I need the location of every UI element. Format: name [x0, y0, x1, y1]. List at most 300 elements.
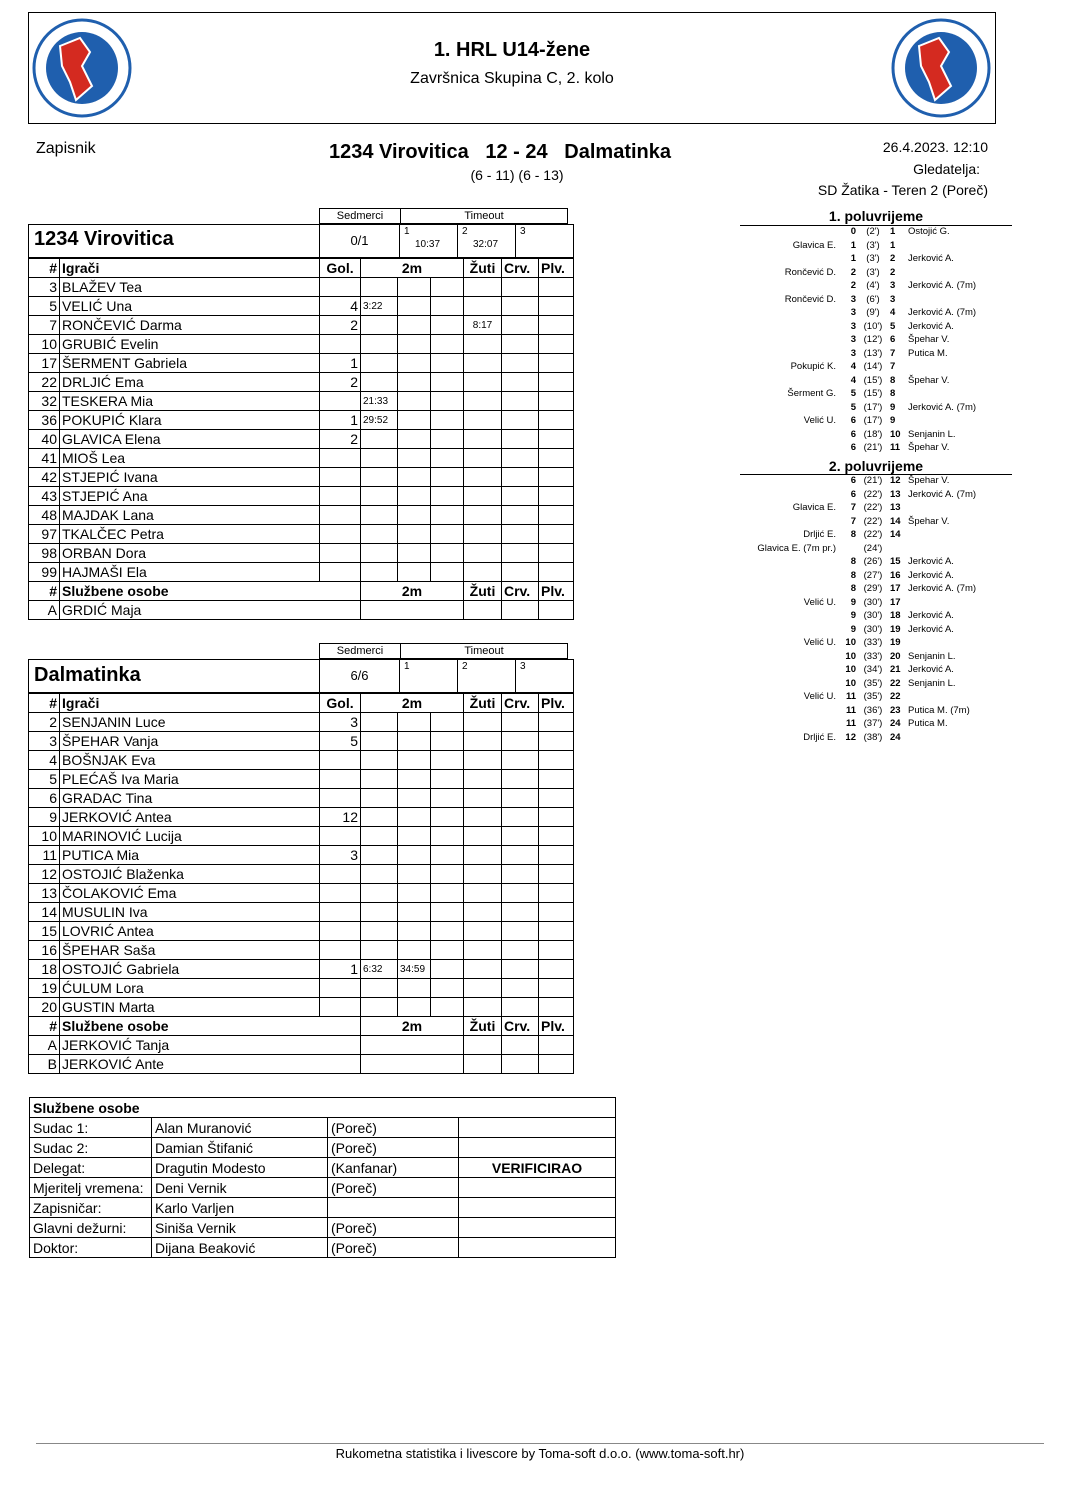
- player-row: [29, 335, 574, 354]
- player-name: ĆULUM Lora: [60, 979, 320, 998]
- col-players: Igrači: [60, 259, 320, 278]
- player-yellow: [464, 960, 502, 979]
- player-row: [29, 278, 574, 297]
- home-scorer: [738, 717, 842, 731]
- away-scorer: Putica M.: [908, 718, 948, 729]
- player-2min-1: [361, 563, 398, 582]
- away-score: 12: [890, 475, 901, 486]
- away-score: [890, 542, 904, 556]
- col-hash: #: [29, 1017, 60, 1036]
- player-blue: [539, 354, 574, 373]
- player-goals: 1: [320, 411, 361, 430]
- home-score: 8: [850, 556, 856, 567]
- player-red: [502, 563, 539, 582]
- away-scorer: Ostojić G.: [908, 226, 950, 237]
- away-scorer: Jerković A.: [908, 664, 954, 675]
- player-2min-3: [431, 297, 464, 316]
- home-scorer: Velić U.: [803, 691, 836, 702]
- away-to2-label: 2: [462, 661, 468, 672]
- home-scorer: Glavica E.: [792, 239, 836, 251]
- home-scorer: [738, 609, 842, 623]
- player-blue: [539, 563, 574, 582]
- player-red: [502, 922, 539, 941]
- player-2min-1: [361, 922, 398, 941]
- footer-credit: Rukometna statistika i livescore by Toma-soft d.o.o. (www.toma-soft.hr): [335, 1446, 745, 1461]
- event-row: [738, 320, 976, 334]
- home-score: 4: [850, 361, 856, 372]
- event-minute: (22'): [863, 488, 883, 500]
- official-person: Siniša Vernik: [152, 1218, 328, 1238]
- player-2min-2: [398, 979, 431, 998]
- official-entry: [30, 1218, 616, 1238]
- official-city: (Poreč): [328, 1138, 459, 1158]
- player-2min-1: [361, 278, 398, 297]
- official-2min: [361, 1036, 464, 1055]
- player-yellow: [464, 732, 502, 751]
- player-number: 11: [29, 846, 60, 865]
- player-row: [29, 922, 574, 941]
- player-blue: [539, 411, 574, 430]
- home-score: 6: [850, 442, 856, 453]
- event-row: [738, 252, 976, 266]
- player-2min-1: [361, 770, 398, 789]
- player-goals: 12: [320, 808, 361, 827]
- away-scorer: Jerković A. (7m): [908, 307, 977, 318]
- player-2min-2: 34:59: [398, 960, 431, 979]
- home-scorer: Pokupić K.: [790, 361, 836, 372]
- player-number: 41: [29, 449, 60, 468]
- away-score: 5: [890, 320, 896, 332]
- player-number: 43: [29, 487, 60, 506]
- player-2min-2: [398, 487, 431, 506]
- event-row: [738, 239, 976, 253]
- event-row: [738, 717, 976, 731]
- player-2min-2: [398, 278, 431, 297]
- official-letter: A: [29, 601, 60, 620]
- player-goals: [320, 865, 361, 884]
- away-score: 11: [890, 442, 901, 453]
- away-scorer: [904, 528, 908, 542]
- player-number: 20: [29, 998, 60, 1017]
- player-2min-3: [431, 354, 464, 373]
- player-yellow: [464, 865, 502, 884]
- player-blue: [539, 865, 574, 884]
- home-score: 10: [845, 677, 856, 689]
- event-minute: (21'): [863, 475, 883, 486]
- player-blue: [539, 979, 574, 998]
- second-half-title: 2. poluvrijeme: [828, 458, 924, 474]
- event-row: [738, 569, 976, 583]
- official-person: Karlo Varljen: [152, 1198, 328, 1218]
- player-red: [502, 316, 539, 335]
- player-row: [29, 525, 574, 544]
- away-scorer: [904, 731, 908, 745]
- player-red: [502, 751, 539, 770]
- home-scorer: [738, 582, 842, 596]
- event-row: [738, 542, 976, 556]
- home-roster-table: [28, 258, 574, 620]
- official-role: Sudac 1:: [30, 1118, 152, 1138]
- player-red: [502, 789, 539, 808]
- away-scorer: Špehar V.: [908, 442, 950, 453]
- col-red: Crv.: [502, 1017, 539, 1036]
- player-name: TKALČEC Petra: [60, 525, 320, 544]
- player-number: 32: [29, 392, 60, 411]
- official-row: [29, 1055, 574, 1074]
- away-scorer: Senjanin L.: [908, 428, 956, 440]
- player-2min-2: [398, 865, 431, 884]
- player-number: 4: [29, 751, 60, 770]
- player-goals: [320, 770, 361, 789]
- away-roster-table: [28, 693, 574, 1074]
- player-row: [29, 941, 574, 960]
- event-row: [738, 609, 976, 623]
- player-yellow: [464, 392, 502, 411]
- home-score: 3: [850, 347, 856, 359]
- player-2min-1: 3:22: [361, 297, 398, 316]
- player-row: [29, 884, 574, 903]
- away-score: 17: [890, 583, 901, 594]
- away-scorer: Jerković A.: [908, 623, 954, 635]
- player-2min-2: [398, 922, 431, 941]
- player-2min-1: [361, 827, 398, 846]
- player-2min-3: [431, 884, 464, 903]
- home-score: [842, 542, 856, 556]
- player-2min-1: 6:32: [361, 960, 398, 979]
- sedmerci-label: Sedmerci: [320, 209, 401, 224]
- player-2min-1: [361, 506, 398, 525]
- player-goals: [320, 789, 361, 808]
- col-2min: 2m: [361, 1017, 464, 1036]
- player-name: GRUBIĆ Evelin: [60, 335, 320, 354]
- player-number: 2: [29, 713, 60, 732]
- home-scorer: [738, 488, 842, 502]
- event-minute: (34'): [863, 664, 883, 675]
- player-number: 18: [29, 960, 60, 979]
- event-row: [738, 293, 976, 307]
- event-row: [738, 225, 976, 239]
- home-score: 1: [850, 253, 856, 264]
- official-row: [29, 601, 574, 620]
- player-blue: [539, 713, 574, 732]
- player-2min-1: [361, 808, 398, 827]
- player-goals: [320, 979, 361, 998]
- home-score: 2: [850, 280, 856, 291]
- player-row: [29, 960, 574, 979]
- player-yellow: [464, 789, 502, 808]
- official-yellow: [464, 601, 502, 620]
- event-row: [738, 582, 976, 596]
- timeout-label: Timeout: [401, 209, 568, 224]
- official-role: Delegat:: [30, 1158, 152, 1178]
- officials-header: [29, 582, 574, 601]
- official-person: Dijana Beaković: [152, 1238, 328, 1258]
- player-yellow: [464, 751, 502, 770]
- col-blue: Plv.: [539, 694, 574, 713]
- player-blue: [539, 430, 574, 449]
- event-minute: (37'): [863, 718, 883, 729]
- officials-table: [29, 1097, 616, 1258]
- player-row: [29, 468, 574, 487]
- official-name: JERKOVIĆ Tanja: [60, 1036, 361, 1055]
- player-2min-3: [431, 827, 464, 846]
- home-score: 8: [850, 583, 856, 594]
- official-entry: [30, 1198, 616, 1218]
- away-to3-label: 3: [520, 661, 526, 672]
- event-row: [738, 374, 976, 388]
- home-scorer: [738, 428, 842, 442]
- player-goals: [320, 449, 361, 468]
- player-number: 5: [29, 297, 60, 316]
- event-row: [738, 501, 976, 515]
- player-yellow: [464, 297, 502, 316]
- event-minute: (24'): [863, 542, 883, 554]
- player-2min-2: [398, 411, 431, 430]
- player-2min-2: [398, 903, 431, 922]
- away-score: 3: [890, 280, 896, 291]
- player-yellow: [464, 903, 502, 922]
- player-2min-2: [398, 846, 431, 865]
- officials-header: [29, 1017, 574, 1036]
- player-red: [502, 392, 539, 411]
- col-goals: Gol.: [320, 259, 361, 278]
- event-row: [738, 555, 976, 569]
- player-name: ČOLAKOVIĆ Ema: [60, 884, 320, 903]
- player-2min-1: [361, 846, 398, 865]
- player-yellow: [464, 770, 502, 789]
- player-2min-2: [398, 732, 431, 751]
- home-score: 12: [845, 731, 856, 743]
- player-row: [29, 827, 574, 846]
- event-minute: (3'): [866, 239, 880, 251]
- player-number: 99: [29, 563, 60, 582]
- player-name: BLAŽEV Tea: [60, 278, 320, 297]
- player-2min-1: [361, 789, 398, 808]
- player-red: [502, 960, 539, 979]
- away-score: 14: [890, 529, 901, 540]
- player-name: GLAVICA Elena: [60, 430, 320, 449]
- player-name: ORBAN Dora: [60, 544, 320, 563]
- player-2min-2: [398, 884, 431, 903]
- event-row: [738, 414, 976, 428]
- away-score: 18: [890, 610, 901, 621]
- away-scorer: Špehar V.: [908, 374, 950, 386]
- player-row: [29, 979, 574, 998]
- home-to3-label: 3: [520, 226, 526, 237]
- home-score: 9: [850, 623, 856, 635]
- player-2min-1: [361, 335, 398, 354]
- player-2min-2: [398, 713, 431, 732]
- player-2min-2: [398, 808, 431, 827]
- event-minute: (30'): [863, 623, 883, 635]
- event-minute: (2'): [866, 226, 880, 237]
- match-datetime: 26.4.2023. 12:10: [882, 139, 988, 155]
- player-yellow: [464, 373, 502, 392]
- player-2min-2: [398, 770, 431, 789]
- home-scorer: Rončević D.: [784, 266, 836, 278]
- player-row: [29, 770, 574, 789]
- player-red: [502, 468, 539, 487]
- player-row: [29, 487, 574, 506]
- event-row: [738, 731, 976, 745]
- away-scorer: Jerković A.: [908, 320, 954, 332]
- player-2min-2: [398, 354, 431, 373]
- event-row: [738, 690, 976, 704]
- competition-title: 1. HRL U14-žene: [433, 39, 591, 61]
- event-minute: (3'): [866, 253, 880, 264]
- player-name: SENJANIN Luce: [60, 713, 320, 732]
- event-row: [738, 677, 976, 691]
- player-yellow: [464, 411, 502, 430]
- player-row: [29, 316, 574, 335]
- player-2min-3: [431, 770, 464, 789]
- player-2min-2: [398, 468, 431, 487]
- event-minute: (4'): [866, 280, 880, 291]
- player-2min-3: [431, 411, 464, 430]
- player-red: [502, 979, 539, 998]
- home-scorer: [738, 515, 842, 529]
- player-row: [29, 506, 574, 525]
- home-score: 7: [850, 502, 856, 513]
- player-number: 13: [29, 884, 60, 903]
- event-row: [738, 623, 976, 637]
- event-row: [738, 266, 976, 280]
- official-letter: B: [29, 1055, 60, 1074]
- player-2min-1: [361, 998, 398, 1017]
- away-score: 19: [890, 623, 901, 635]
- away-score: 9: [890, 401, 896, 413]
- player-name: ŠPEHAR Vanja: [60, 732, 320, 751]
- player-goals: [320, 468, 361, 487]
- home-score: 4: [850, 374, 856, 386]
- away-scorer: Jerković A. (7m): [908, 280, 977, 291]
- event-row: [738, 347, 976, 361]
- home-scorer: [738, 650, 842, 664]
- player-row: [29, 789, 574, 808]
- player-row: [29, 865, 574, 884]
- player-2min-1: [361, 544, 398, 563]
- player-blue: [539, 941, 574, 960]
- col-goals: Gol.: [320, 694, 361, 713]
- federation-logo-right: [889, 16, 993, 120]
- away-score: 13: [890, 488, 901, 500]
- player-row: [29, 297, 574, 316]
- player-2min-3: [431, 392, 464, 411]
- col-blue: Plv.: [539, 582, 574, 601]
- away-scorer: Putica M.: [908, 347, 948, 359]
- event-minute: (14'): [863, 361, 883, 372]
- player-2min-2: [398, 941, 431, 960]
- col-hash: #: [29, 694, 60, 713]
- event-minute: (6'): [866, 293, 880, 305]
- home-score: 3: [850, 293, 856, 305]
- player-red: [502, 525, 539, 544]
- col-blue: Plv.: [539, 259, 574, 278]
- official-person: Alan Muranović: [152, 1118, 328, 1138]
- player-yellow: [464, 506, 502, 525]
- col-yellow: Žuti: [464, 1017, 502, 1036]
- player-yellow: [464, 922, 502, 941]
- home-scorer: [738, 252, 842, 266]
- player-red: [502, 941, 539, 960]
- home-score: 11: [845, 704, 856, 716]
- away-score: 24: [890, 718, 901, 729]
- player-red: [502, 903, 539, 922]
- home-score: 11: [845, 718, 856, 729]
- home-scorer: [738, 347, 842, 361]
- home-team-name: 1234 Virovitica: [34, 228, 174, 250]
- player-goals: 2: [320, 430, 361, 449]
- player-2min-2: [398, 525, 431, 544]
- player-red: [502, 998, 539, 1017]
- player-row: [29, 430, 574, 449]
- player-number: 36: [29, 411, 60, 430]
- away-score: 17: [890, 596, 901, 608]
- officials-title: Službene osobe: [30, 1098, 616, 1118]
- home-scorer: [738, 401, 842, 415]
- player-row: [29, 751, 574, 770]
- player-name: JERKOVIĆ Antea: [60, 808, 320, 827]
- officials-title-row: [30, 1098, 616, 1118]
- player-2min-3: [431, 713, 464, 732]
- home-score: 5: [850, 388, 856, 399]
- home-score: 9: [850, 610, 856, 621]
- player-name: MIOŠ Lea: [60, 449, 320, 468]
- away-scorer: Jerković A. (7m): [908, 401, 977, 413]
- player-goals: 3: [320, 713, 361, 732]
- away-meta-table: [319, 643, 568, 659]
- player-red: [502, 354, 539, 373]
- player-goals: [320, 506, 361, 525]
- player-blue: [539, 732, 574, 751]
- official-city: (Poreč): [328, 1178, 459, 1198]
- home-scorer: [738, 677, 842, 691]
- home-scorer: [738, 704, 842, 718]
- player-yellow: [464, 808, 502, 827]
- event-minute: (38'): [863, 731, 883, 743]
- player-blue: [539, 922, 574, 941]
- event-row: [738, 306, 976, 320]
- event-minute: (9'): [866, 307, 880, 318]
- home-scorer: Velić U.: [803, 415, 836, 426]
- home-score: 6: [850, 415, 856, 426]
- player-row: [29, 808, 574, 827]
- away-scorer: [904, 239, 908, 253]
- player-2min-2: [398, 563, 431, 582]
- player-2min-1: [361, 865, 398, 884]
- player-2min-3: [431, 449, 464, 468]
- official-note: [459, 1138, 616, 1158]
- player-2min-3: [431, 732, 464, 751]
- home-score: 8: [850, 529, 856, 540]
- home-score: 3: [850, 307, 856, 318]
- player-2min-1: [361, 468, 398, 487]
- player-name: TESKERA Mia: [60, 392, 320, 411]
- player-row: [29, 846, 574, 865]
- player-2min-3: [431, 846, 464, 865]
- official-blue: [539, 601, 574, 620]
- official-person: Deni Vernik: [152, 1178, 328, 1198]
- home-scorer: [738, 320, 842, 334]
- away-score: 1: [890, 239, 896, 251]
- home-timeout-2: 32:07: [473, 239, 499, 250]
- event-row: [738, 441, 976, 455]
- player-2min-1: [361, 732, 398, 751]
- player-blue: [539, 789, 574, 808]
- away-scorer: Špehar V.: [908, 334, 950, 345]
- player-2min-3: [431, 808, 464, 827]
- player-red: [502, 278, 539, 297]
